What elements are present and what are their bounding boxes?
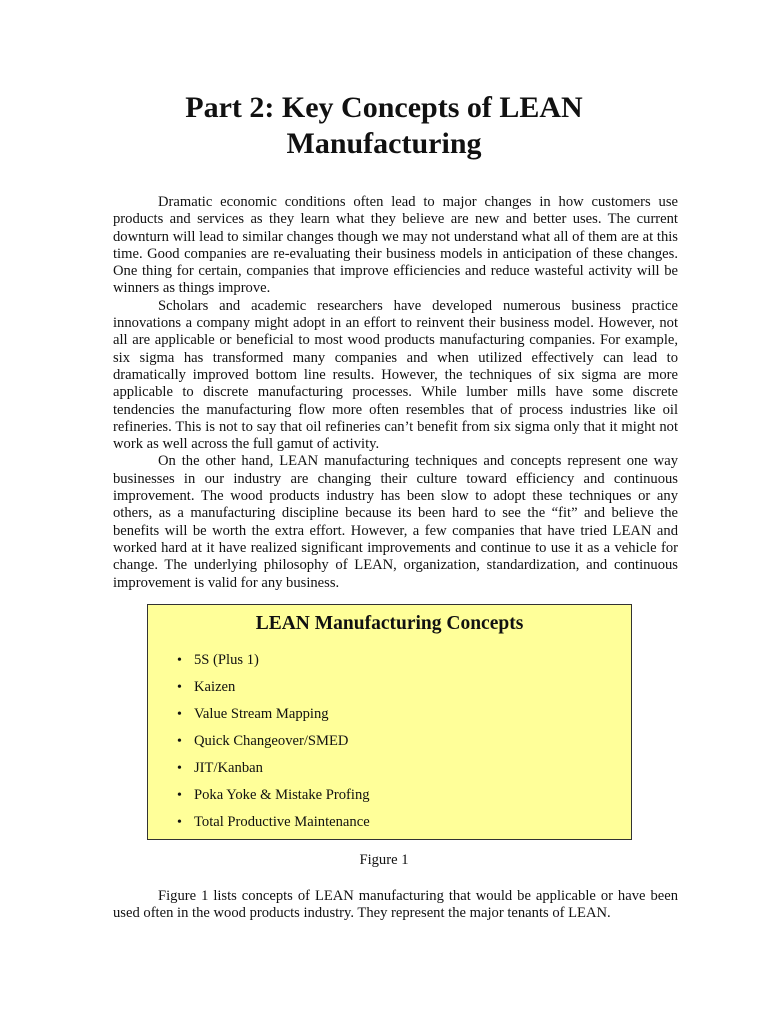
list-item-label: Poka Yoke & Mistake Profing [194, 787, 370, 803]
concept-list [177, 652, 370, 841]
page-title [0, 90, 768, 162]
list-item [177, 787, 370, 814]
list-item [177, 733, 370, 760]
paragraph-4: Figure 1 lists concepts of LEAN manufacturing that would be applicable or have been used often in the wood products industry. They represent the major tenants of LEAN. [113, 888, 678, 922]
list-item-label: JIT/Kanban [194, 760, 263, 776]
list-item-label: Quick Changeover/SMED [194, 733, 349, 749]
bullet-icon: • [177, 788, 182, 803]
list-item [177, 760, 370, 787]
bullet-icon: • [177, 680, 182, 695]
paragraph-2: Scholars and academic researchers have developed numerous business practice innovations a company might adopt in an effort to reinvent their business model. However, not all are applicable or beneficial to most wood products manufacturing companies. For example, six sigma has transformed many companies and when utilized effectively can lead to dramatically improved bottom line results. However, the techniques of six sigma are more applicable to discrete manufacturing processes. While lumber mills have some discrete tendencies the manufacturing flow more often resembles that of process industries like oil refineries. This is not to say that oil refineries can’t benefit from six sigma only that it might not work as well across the full gamut of activity. [113, 297, 678, 453]
list-item [177, 652, 370, 679]
list-item [177, 814, 370, 841]
lean-concepts-figure [147, 604, 632, 840]
list-item-label: 5S (Plus 1) [194, 652, 259, 668]
bullet-icon: • [177, 734, 182, 749]
page-title-line-1: Part 2: Key Concepts of LEAN [185, 91, 583, 124]
page-title-line-2: Manufacturing [286, 127, 482, 160]
body-text [113, 194, 678, 592]
paragraph-1: Dramatic economic conditions often lead to major changes in how customers use products and services as they learn what they believe are new and better uses. The current downturn will lead to similar changes though we may not understand what all of them are at this time. Good companies are re-evaluating their business models in anticipation of these changes. One thing for certain, companies that improve efficiencies and reduce wasteful activity will be winners as things improve. [113, 194, 678, 297]
figure-caption: Figure 1 [359, 852, 409, 868]
figure-title: LEAN Manufacturing Concepts [255, 613, 524, 634]
bullet-icon: • [177, 707, 182, 722]
bullet-icon: • [177, 815, 182, 830]
closing-text [113, 888, 678, 923]
paragraph-3: On the other hand, LEAN manufacturing techniques and concepts represent one way businesses in our industry are changing their culture toward efficiency and continuous improvement. The wood products industry has been slow to adopt these techniques or any others, as a manufacturing discipline because its been hard to see the “fit” and believe the benefits will be worth the extra effort. However, a few companies that have tried LEAN and worked hard at it have realized significant improvements and continue to use it as a vehicle for change. The underlying philosophy of LEAN, organization, standardization, and continuous improvement is valid for any business. [113, 453, 678, 591]
list-item-label: Value Stream Mapping [194, 706, 329, 722]
list-item [177, 679, 370, 706]
list-item-label: Total Productive Maintenance [194, 814, 370, 830]
bullet-icon: • [177, 653, 182, 668]
list-item-label: Kaizen [194, 679, 236, 695]
list-item [177, 706, 370, 733]
bullet-icon: • [177, 761, 182, 776]
